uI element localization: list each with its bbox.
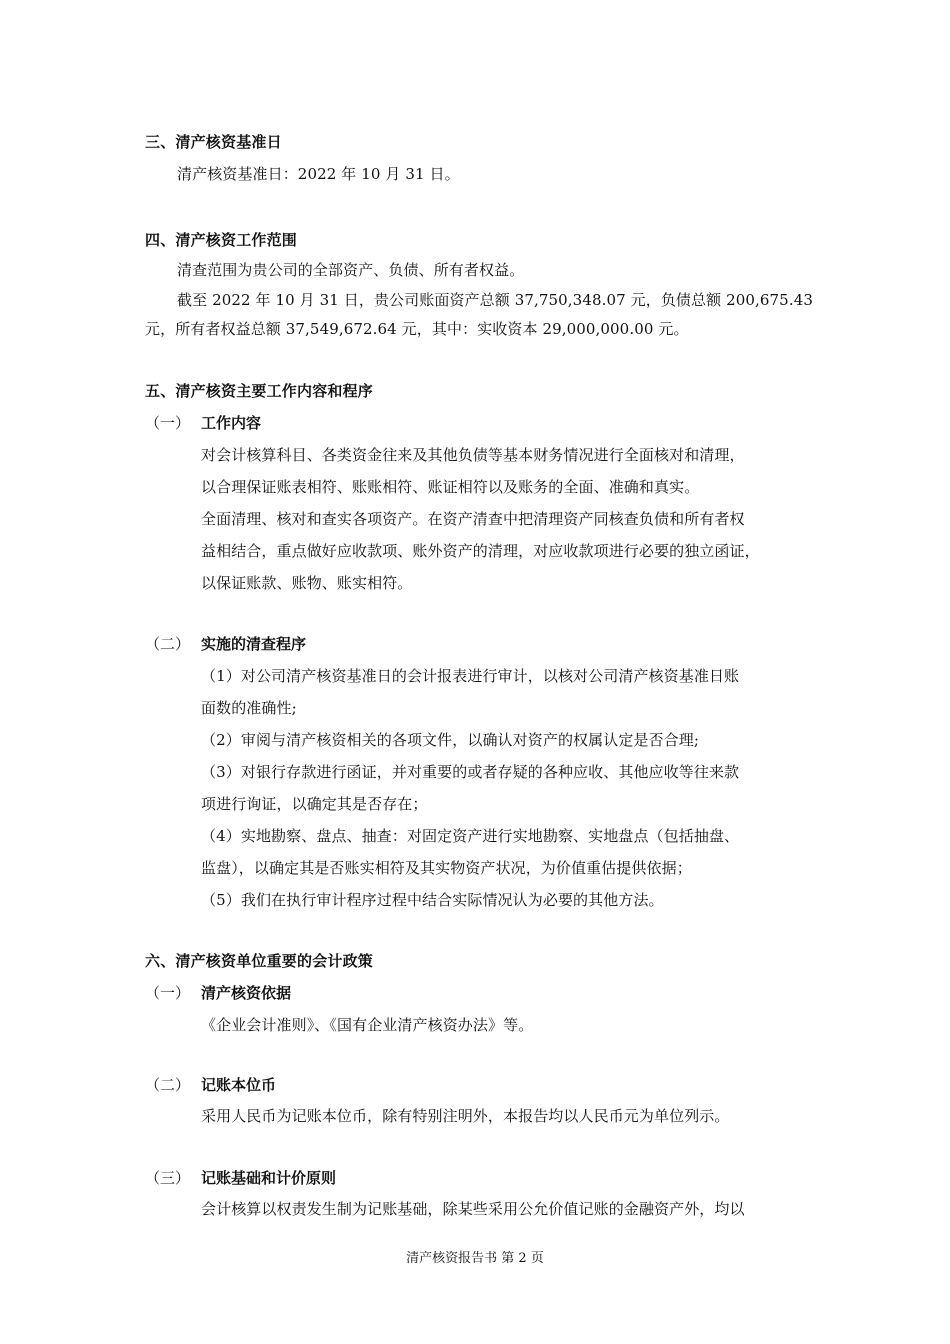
section-6-sub-1-title: 清产核资依据 [201,984,292,1002]
section-6-sub-2-line-1: 采用人民币为记账本位币，除有特别注明外，本报告均以人民币元为单位列示。 [201,1107,730,1125]
section-4-line-1: 清查范围为贵公司的全部资产、负债、所有者权益。 [177,261,525,279]
section-5-sub-2-line-3: （2）审阅与清产核资相关的各项文件，以确认对资产的权属认定是否合理; [201,731,700,749]
section-5-sub-1-title: 工作内容 [201,414,262,432]
section-5-sub-1-line-4: 益相结合，重点做好应收款项、账外资产的清理，对应收款项进行必要的独立函证， [201,542,760,560]
section-5-sub-1-line-5: 以保证账款、账物、账实相符。 [201,574,413,592]
section-6-sub-3-line-1: 会计核算以权责发生制为记账基础，除某些采用公允价值记账的金融资产外，均以 [201,1200,745,1218]
section-5-sub-2-line-1: （1）对公司清产核资基准日的会计报表进行审计，以核对公司清产核资基准日账 [201,667,740,685]
section-5-sub-2-title: 实施的清查程序 [201,635,307,653]
page-footer: 清产核资报告书 第 2 页 [406,1251,544,1266]
section-4-heading: 四、清产核资工作范围 [145,231,298,249]
section-5-sub-2-number: （二） [145,635,191,653]
section-6-heading: 六、清产核资单位重要的会计政策 [145,952,374,970]
section-5-sub-1-number: （一） [145,414,191,432]
section-6-sub-2-number: （二） [145,1076,191,1094]
section-5-sub-1-line-2: 以合理保证账表相符、账账相符、账证相符以及账务的全面、准确和真实。 [201,478,700,496]
section-5-sub-1-line-1: 对会计核算科目、各类资金往来及其他负债等基本财务情况进行全面核对和清理， [201,446,745,464]
section-5-heading: 五、清产核资主要工作内容和程序 [145,382,374,400]
section-4-line-2: 截至 2022 年 10 月 31 日，贵公司账面资产总额 37,750,348.07 元，负债总额 200,675.43 [177,291,813,309]
section-5-sub-2-line-8: （5）我们在执行审计程序过程中结合实际情况认为必要的其他方法。 [201,891,664,909]
section-6-sub-3-title: 记账基础和计价原则 [201,1169,337,1187]
section-6-sub-2-title: 记账本位币 [201,1076,277,1094]
section-5-sub-1-line-3: 全面清理、核对和查实各项资产。在资产清查中把清理资产同核查负债和所有者权 [201,510,745,528]
section-3-heading: 三、清产核资基准日 [145,133,282,151]
section-6-sub-1-line-1: 《企业会计准则》、《国有企业清产核资办法》等。 [201,1016,534,1034]
section-5-sub-2-line-2: 面数的准确性; [201,699,297,717]
section-6-sub-3-number: （三） [145,1169,191,1187]
section-5-sub-2-line-5: 项进行询证，以确定其是否存在； [201,795,428,813]
section-5-sub-2-line-4: （3）对银行存款进行函证，并对重要的或者存疑的各种应收、其他应收等往来款 [201,763,740,781]
section-4-line-3: 元，所有者权益总额 37,549,672.64 元，其中：实收资本 29,000,000.00 元。 [145,320,689,338]
section-6-sub-1-number: （一） [145,984,191,1002]
section-5-sub-2-line-7: 监盘），以确定其是否账实相符及其实物资产状况，为价值重估提供依据； [201,859,692,877]
section-3-text: 清产核资基准日：2022 年 10 月 31 日。 [177,165,460,183]
section-5-sub-2-line-6: （4）实地勘察、盘点、抽查：对固定资产进行实地勘察、实地盘点（包括抽盘、 [201,827,740,845]
